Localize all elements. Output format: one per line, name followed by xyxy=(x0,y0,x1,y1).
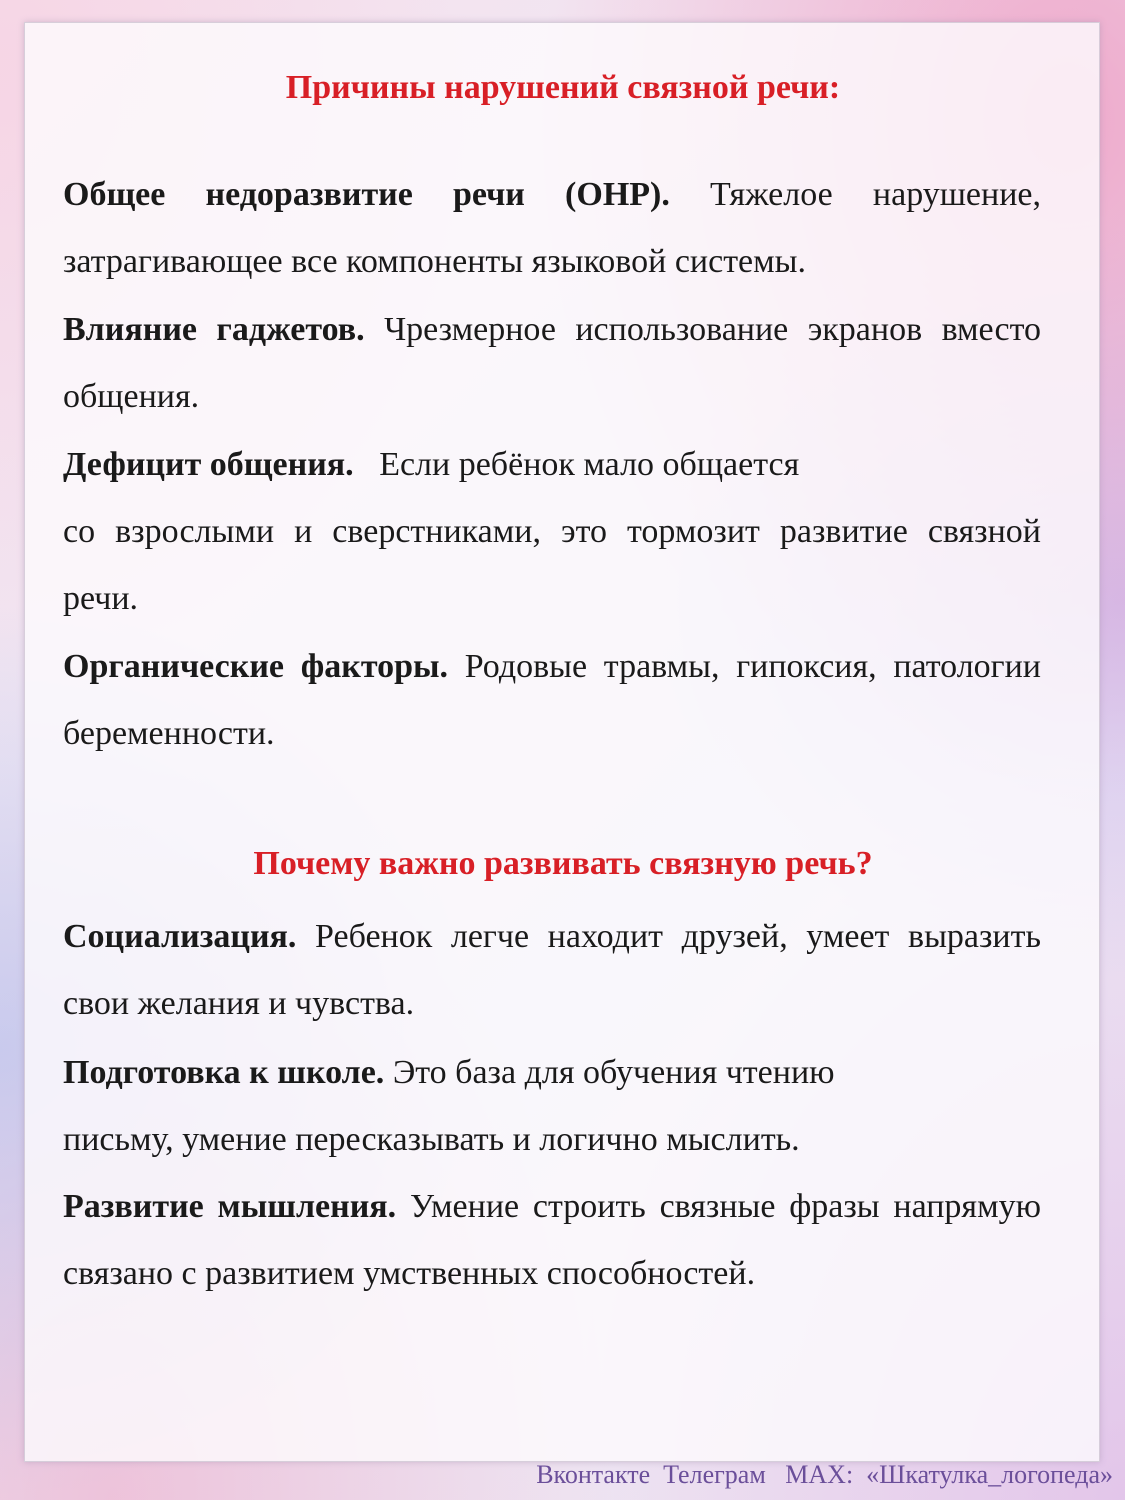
cause-item-organic xyxy=(63,633,1041,767)
cause-term: Общее недоразвитие речи (ОНР). xyxy=(63,176,670,213)
cause-text: Тяжелое нарушение, затрагивающее все компоненты языковой системы. xyxy=(63,176,1041,280)
reason-text: Умение строить связные фразы напрямую связано с развитием умственных способностей. xyxy=(63,1188,1041,1292)
reason-text-line1: Это база для обучения чтению xyxy=(384,1054,835,1091)
cause-term: Дефицит общения. xyxy=(63,446,354,483)
cause-item-gadgets xyxy=(63,296,1041,430)
reason-item-socialization xyxy=(63,903,1041,1037)
reason-item-thinking xyxy=(63,1173,1041,1307)
content-card xyxy=(24,22,1100,1462)
cause-text: Родовые травмы, гипоксия, патологии беременности. xyxy=(63,648,1042,752)
heading-causes: Причины нарушений связной речи: xyxy=(285,69,841,106)
cause-item-communication xyxy=(63,431,1041,632)
reason-item-school xyxy=(63,1039,1041,1173)
cause-text: Чрезмерное использование экранов вместо общения. xyxy=(63,311,1041,415)
reason-term: Подготовка к школе. xyxy=(63,1054,385,1091)
reason-term: Социализация. xyxy=(63,918,297,955)
cause-term: Влияние гаджетов. xyxy=(63,311,365,348)
reason-term: Развитие мышления. xyxy=(63,1188,397,1225)
cause-term: Органические факторы. xyxy=(63,648,449,685)
reason-text-line2: письму, умение пересказывать и логично мыслить. xyxy=(63,1121,800,1158)
footer-social-links: Вконтакте Телеграм MAX: «Шкатулка_логопеда» xyxy=(536,1460,1113,1489)
heading-reasons: Почему важно развивать связную речь? xyxy=(253,845,873,882)
cause-text-line1: Если ребёнок мало общается xyxy=(353,446,800,483)
cause-text-line2: со взрослыми и сверстниками, это тормозит развитие связной речи. xyxy=(63,513,1041,617)
reason-text: Ребенок легче находит друзей, умеет выразить свои желания и чувства. xyxy=(63,918,1041,1022)
cause-item-onr xyxy=(63,161,1041,295)
